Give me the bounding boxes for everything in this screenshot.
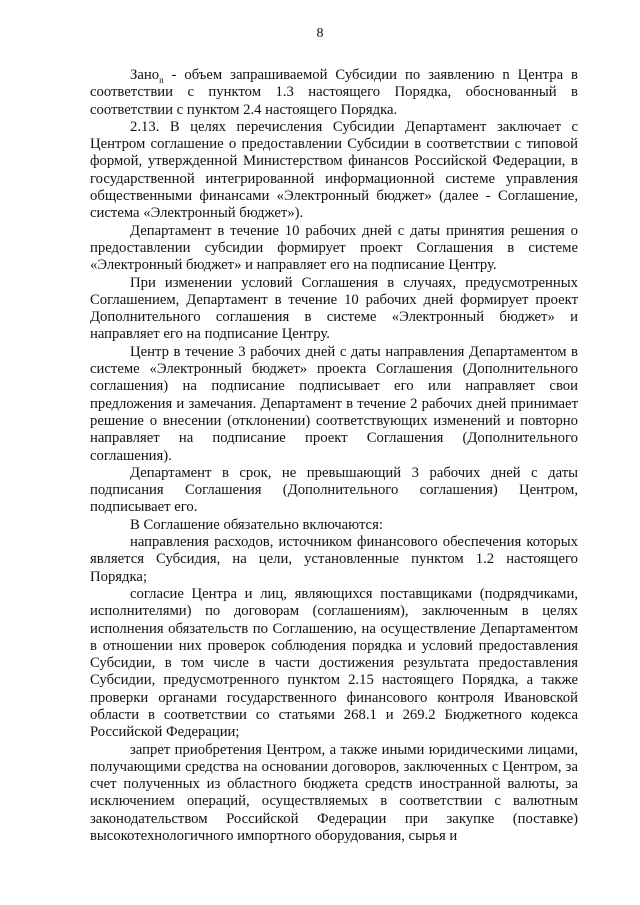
paragraph-currency-prohibition: запрет приобретения Центром, а также иными юридическими лицами, получающими средства на основании договоров, заключенных с Центром, за счет полученных из областного бюджета средств иностранной валюты, за исключением операций, осуществляемых в соответствии с валютным законодательством Российской Федерации при закупке (поставке) высокотехнологичного импортного оборудования, сырья и	[90, 741, 578, 845]
paragraph-draft-agreement: Департамент в течение 10 рабочих дней с даты принятия решения о предоставлении субсидии формирует проект Соглашения в системе «Электронный бюджет» и направляет его на подписание Центру.	[90, 222, 578, 274]
formula-symbol: Зано	[130, 67, 160, 83]
paragraph-clause-2-13: 2.13. В целях перечисления Субсидии Департамент заключает с Центром соглашение о предоставлении Субсидии в соответствии с типовой формой, утвержденной Министерством финансов Российской Федерации, в государственной интегрированной информационной системе управления общественными финансами «Электронный бюджет» (далее - Соглашение, система «Электронный бюджет»).	[90, 118, 578, 222]
paragraph-center-signing: Центр в течение 3 рабочих дней с даты направления Департаментом в системе «Электронный бюджет» проекта Соглашения (Дополнительного соглашения) на подписание подписывает его или направляет свои предложения и замечания. Департамент в течение 2 рабочих дней принимает решение о внесении (отклонении) соответствующих изменений и повторно направляет на подписание проект Соглашения (Дополнительного соглашения).	[90, 343, 578, 464]
paragraph-mandatory-terms-intro: В Соглашение обязательно включаются:	[130, 516, 383, 533]
document-body	[90, 67, 578, 845]
paragraph-expense-directions: направления расходов, источником финансового обеспечения которых является Субсидия, на цели, установленные пунктом 1.2 настоящего Порядка;	[90, 534, 578, 585]
paragraph-additional-agreement: При изменении условий Соглашения в случаях, предусмотренных Соглашением, Департамент в течение 10 рабочих дней формирует проект Дополнительного соглашения в системе «Электронный бюджет» и направляет его на подписание Центру.	[90, 274, 578, 343]
page-number: 8	[316, 26, 324, 41]
formula-subscript: n	[159, 74, 164, 85]
paragraph-audit-consent: согласие Центра и лиц, являющихся поставщиками (подрядчиками, исполнителями) по договорам (соглашениям), заключенным в целях исполнения обязательств по Соглашению, на осуществление Департаментом в отношении них проверок соблюдения порядка и условий предоставления Субсидии, в том числе в части достижения результата предоставления Субсидии, предусмотренного пунктом 2.15 настоящего Порядка, а также проверки органами государственного финансового контроля Ивановской области в соответствии со статьями 268.1 и 269.2 Бюджетного кодекса Российской Федерации;	[90, 585, 578, 741]
paragraph-department-signing: Департамент в срок, не превышающий 3 рабочих дней с даты подписания Соглашения (Дополнительного соглашения) Центром, подписывает его.	[90, 464, 578, 516]
paragraph-formula-definition	[90, 67, 578, 119]
formula-definition-text: - объем запрашиваемой Субсидии по заявлению n Центра в соответствии с пунктом 1.3 настоящего Порядка, обоснованный в соответствии с пунктом 2.4 настоящего Порядка.	[90, 67, 578, 118]
